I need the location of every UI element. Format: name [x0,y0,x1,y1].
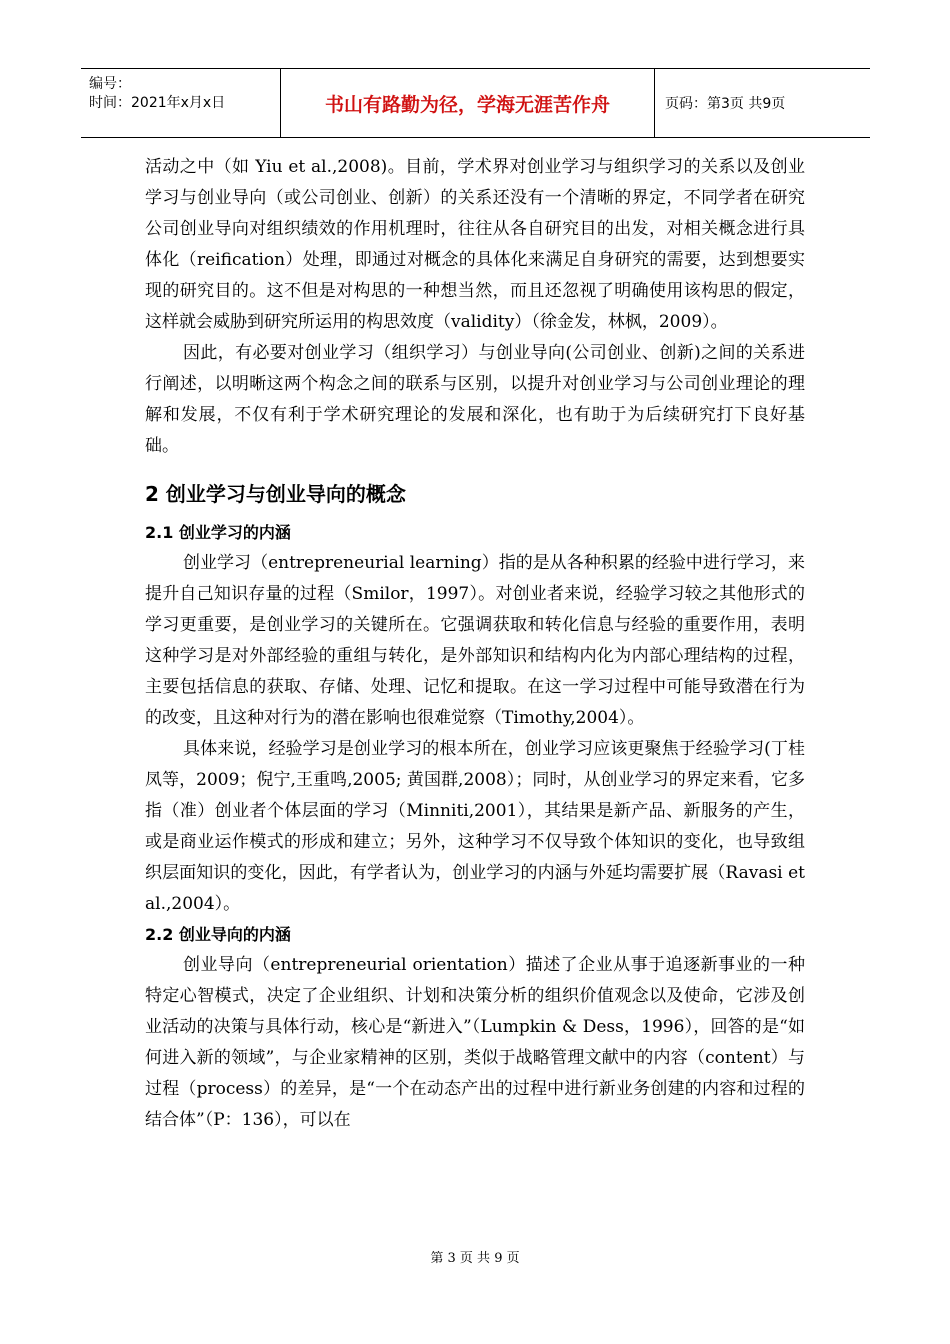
page-header [81,68,870,138]
document-body [145,152,805,1136]
paragraph-3: 创业学习（entrepreneurial learning）指的是从各种积累的经验中进行学习，来提升自己知识存量的过程（Smilor，1997）。对创业者来说，经验学习较之其他形式的学习更重要，是创业学习的关键所在。它强调获取和转化信息与经验的重要作用，表明这种学习是对外部经验的重组与转化，是外部知识和结构内化为内部心理结构的过程，主要包括信息的获取、存储、处理、记忆和提取。在这一学习过程中可能导致潜在行为的改变，且这种对行为的潜在影响也很难觉察（Timothy,2004）。 [145,553,805,728]
document-number-label: 编号： [89,76,131,92]
paragraph-1: 活动之中（如 Yiu et al.,2008)。目前，学术界对创业学习与组织学习的关系以及创业学习与创业导向（或公司创业、创新）的关系还没有一个清晰的界定，不同学者在研究公司创业导向对组织绩效的作用机理时，往往从各自研究目的出发，对相关概念进行具体化（reification）处理，即通过对概念的具体化来满足自身研究的需要，达到想要实现的研究目的。这不但是对构思的一种想当然，而且还忽视了明确使用该构思的假定，这样就会威胁到研究所运用的构思效度（validity）（徐金发，林枫，2009）。 [145,157,805,332]
subsection-heading-2-1: 2.1 创业学习的内涵 [145,523,291,542]
header-page-code: 页码：第3页 共9页 [665,96,786,112]
subsection-heading-2-2: 2.2 创业导向的内涵 [145,925,291,944]
document-date-label: 时间：2021年x月x日 [89,95,226,111]
paragraph-4: 具体来说，经验学习是创业学习的根本所在，创业学习应该更聚焦于经验学习(丁桂凤等，2009；倪宁,王重鸣,2005; 黄国群,2008）；同时，从创业学习的界定来看，它多指（准）创业者个体层面的学习（Minniti,2001），其结果是新产品、新服务的产生，或是商业运作模式的形成和建立；另外，这种学习不仅导致个体知识的变化，也导致组织层面知识的变化，因此，有学者认为，创业学习的内涵与外延均需要扩展（Ravasi et al.,2004）。 [145,739,805,914]
page-footer: 第 3 页 共 9 页 [430,1251,520,1266]
header-motto: 书山有路勤为径，学海无涯苦作舟 [281,69,655,137]
header-meta [81,69,281,137]
paragraph-2: 因此，有必要对创业学习（组织学习）与创业导向(公司创业、创新)之间的关系进行阐述，以明晰这两个构念之间的联系与区别，以提升对创业学习与公司创业理论的理解和发展，不仅有利于学术研究理论的发展和深化，也有助于为后续研究打下良好基础。 [145,343,805,456]
paragraph-5: 创业导向（entrepreneurial orientation）描述了企业从事于追逐新事业的一种特定心智模式，决定了企业组织、计划和决策分析的组织价值观念以及使命，它涉及创业活动的决策与具体行动，核心是“新进入”（Lumpkin & Dess，1996），回答的是“如何进入新的领域”，与企业家精神的区别，类似于战略管理文献中的内容（content）与过程（process）的差异，是“一个在动态产出的过程中进行新业务创建的内容和过程的结合体”（P：136），可以在 [145,955,805,1130]
section-heading-2: 2 创业学习与创业导向的概念 [145,482,406,506]
